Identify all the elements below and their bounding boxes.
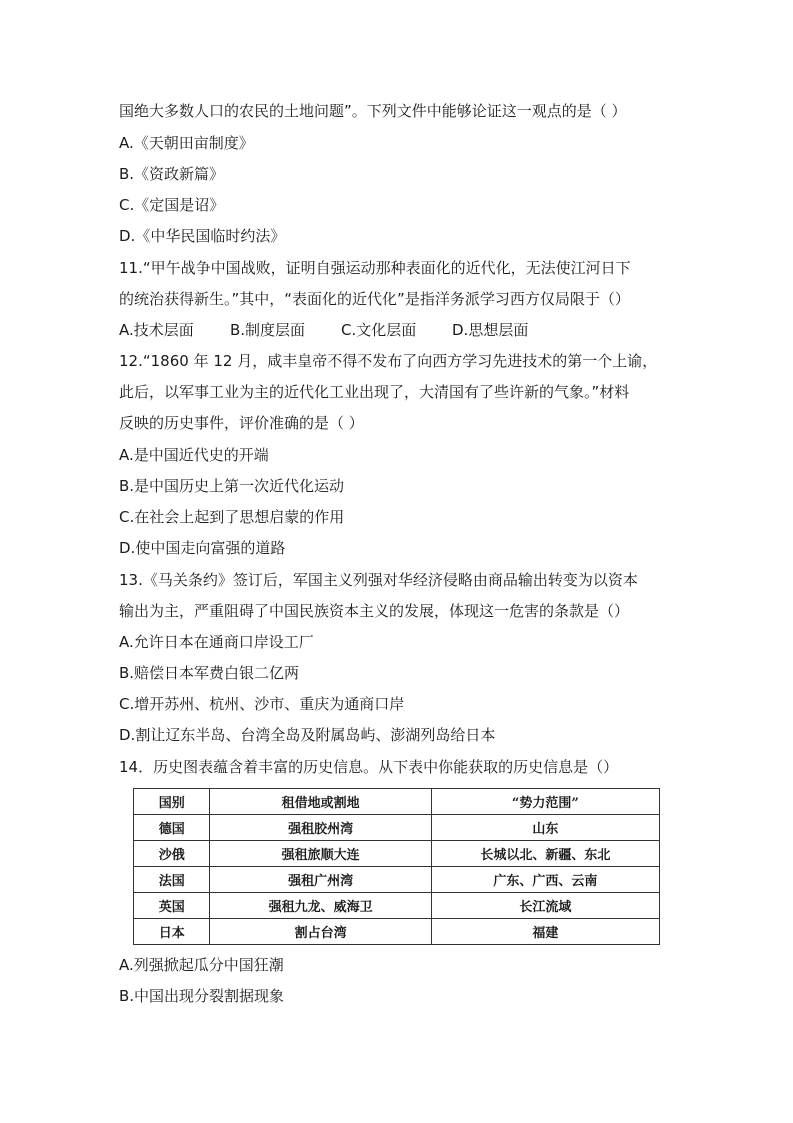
- table-row: [134, 893, 660, 919]
- text-line: 13.《马关条约》签订后，军国主义列强对华经济侵略由商品输出转变为以资本: [119, 571, 638, 589]
- history-table: [133, 788, 660, 943]
- table-cell: 长城以北、新疆、东北: [431, 841, 659, 867]
- q11-option-c: C.文化层面: [341, 321, 417, 339]
- table-cell: 山东: [431, 815, 659, 841]
- text-line: A.是中国近代史的开端: [119, 446, 269, 464]
- text-line: 的统治获得新生。”其中，“表面化的近代化”是指洋务派学习西方仅局限于（）: [119, 290, 630, 308]
- header-leased-territory: 租借地或割地: [210, 789, 431, 815]
- table-row: [134, 815, 660, 841]
- header-sphere-of-influence: “势力范围”: [431, 789, 659, 815]
- text-line: 11.“甲午战争中国战败，证明自强运动那种表面化的近代化，无法使江河日下: [119, 259, 631, 277]
- table-cell: 沙俄: [134, 841, 210, 867]
- text-line: D.《中华民国临时约法》: [119, 227, 286, 245]
- text-line: B.是中国历史上第一次近代化运动: [119, 477, 345, 495]
- table-cell: 福建: [431, 919, 659, 945]
- text-line: C.增开苏州、杭州、沙市、重庆为通商口岸: [119, 695, 405, 713]
- table-cell: 强租广州湾: [210, 867, 431, 893]
- table-cell: 日本: [134, 919, 210, 945]
- table-cell: 广东、广西、云南: [431, 867, 659, 893]
- text-line: D.使中国走向富强的道路: [119, 539, 286, 557]
- table-cell: 强租旅顺大连: [210, 841, 431, 867]
- q11-options: [119, 320, 528, 340]
- table-cell: 强租胶州湾: [210, 815, 431, 841]
- table-row: [134, 919, 660, 945]
- text-line: C.在社会上起到了思想启蒙的作用: [119, 508, 345, 526]
- text-line: B.赔偿日本军费白银二亿两: [119, 664, 300, 682]
- table-header-row: [134, 789, 660, 815]
- text-line: 输出为主，严重阻碍了中国民族资本主义的发展，体现这一危害的条款是（）: [119, 602, 630, 620]
- q11-option-a: A.技术层面: [119, 321, 194, 339]
- text-line: C.《定国是诏》: [119, 196, 225, 214]
- text-line: A.允许日本在通商口岸设工厂: [119, 633, 314, 651]
- table-row: [134, 841, 660, 867]
- table-row: [134, 867, 660, 893]
- text-line: 国绝大多数人口的农民的土地问题”。下列文件中能够论证这一观点的是（ ）: [119, 102, 627, 120]
- text-line: 反映的历史事件，评价准确的是（ ）: [119, 414, 364, 432]
- text-line: 此后，以军事工业为主的近代化工业出现了，大清国有了些许新的气象。”材料: [119, 383, 630, 401]
- q14-option-b: B.中国出现分裂割据现象: [119, 987, 285, 1005]
- q11-option-b: B.制度层面: [230, 321, 306, 339]
- header-country: 国别: [134, 789, 210, 815]
- table-cell: 强租九龙、威海卫: [210, 893, 431, 919]
- table-cell: 英国: [134, 893, 210, 919]
- q11-option-d: D.思想层面: [452, 321, 529, 339]
- text-line: 14．历史图表蕴含着丰富的历史信息。从下表中你能获取的历史信息是（）: [119, 758, 619, 776]
- table-cell: 长江流域: [431, 893, 659, 919]
- table-cell: 德国: [134, 815, 210, 841]
- text-line: B.《资政新篇》: [119, 165, 225, 183]
- text-line: A.《天朝田亩制度》: [119, 134, 254, 152]
- q14-option-a: A.列强掀起瓜分中国狂潮: [119, 956, 284, 974]
- text-line: 12.“1860 年 12 月，咸丰皇帝不得不发布了向西方学习先进技术的第一个上谕，: [119, 352, 658, 370]
- table-cell: 割占台湾: [210, 919, 431, 945]
- text-line: D.割让辽东半岛、台湾全岛及附属岛屿、澎湖列岛给日本: [119, 726, 496, 744]
- table-cell: 法国: [134, 867, 210, 893]
